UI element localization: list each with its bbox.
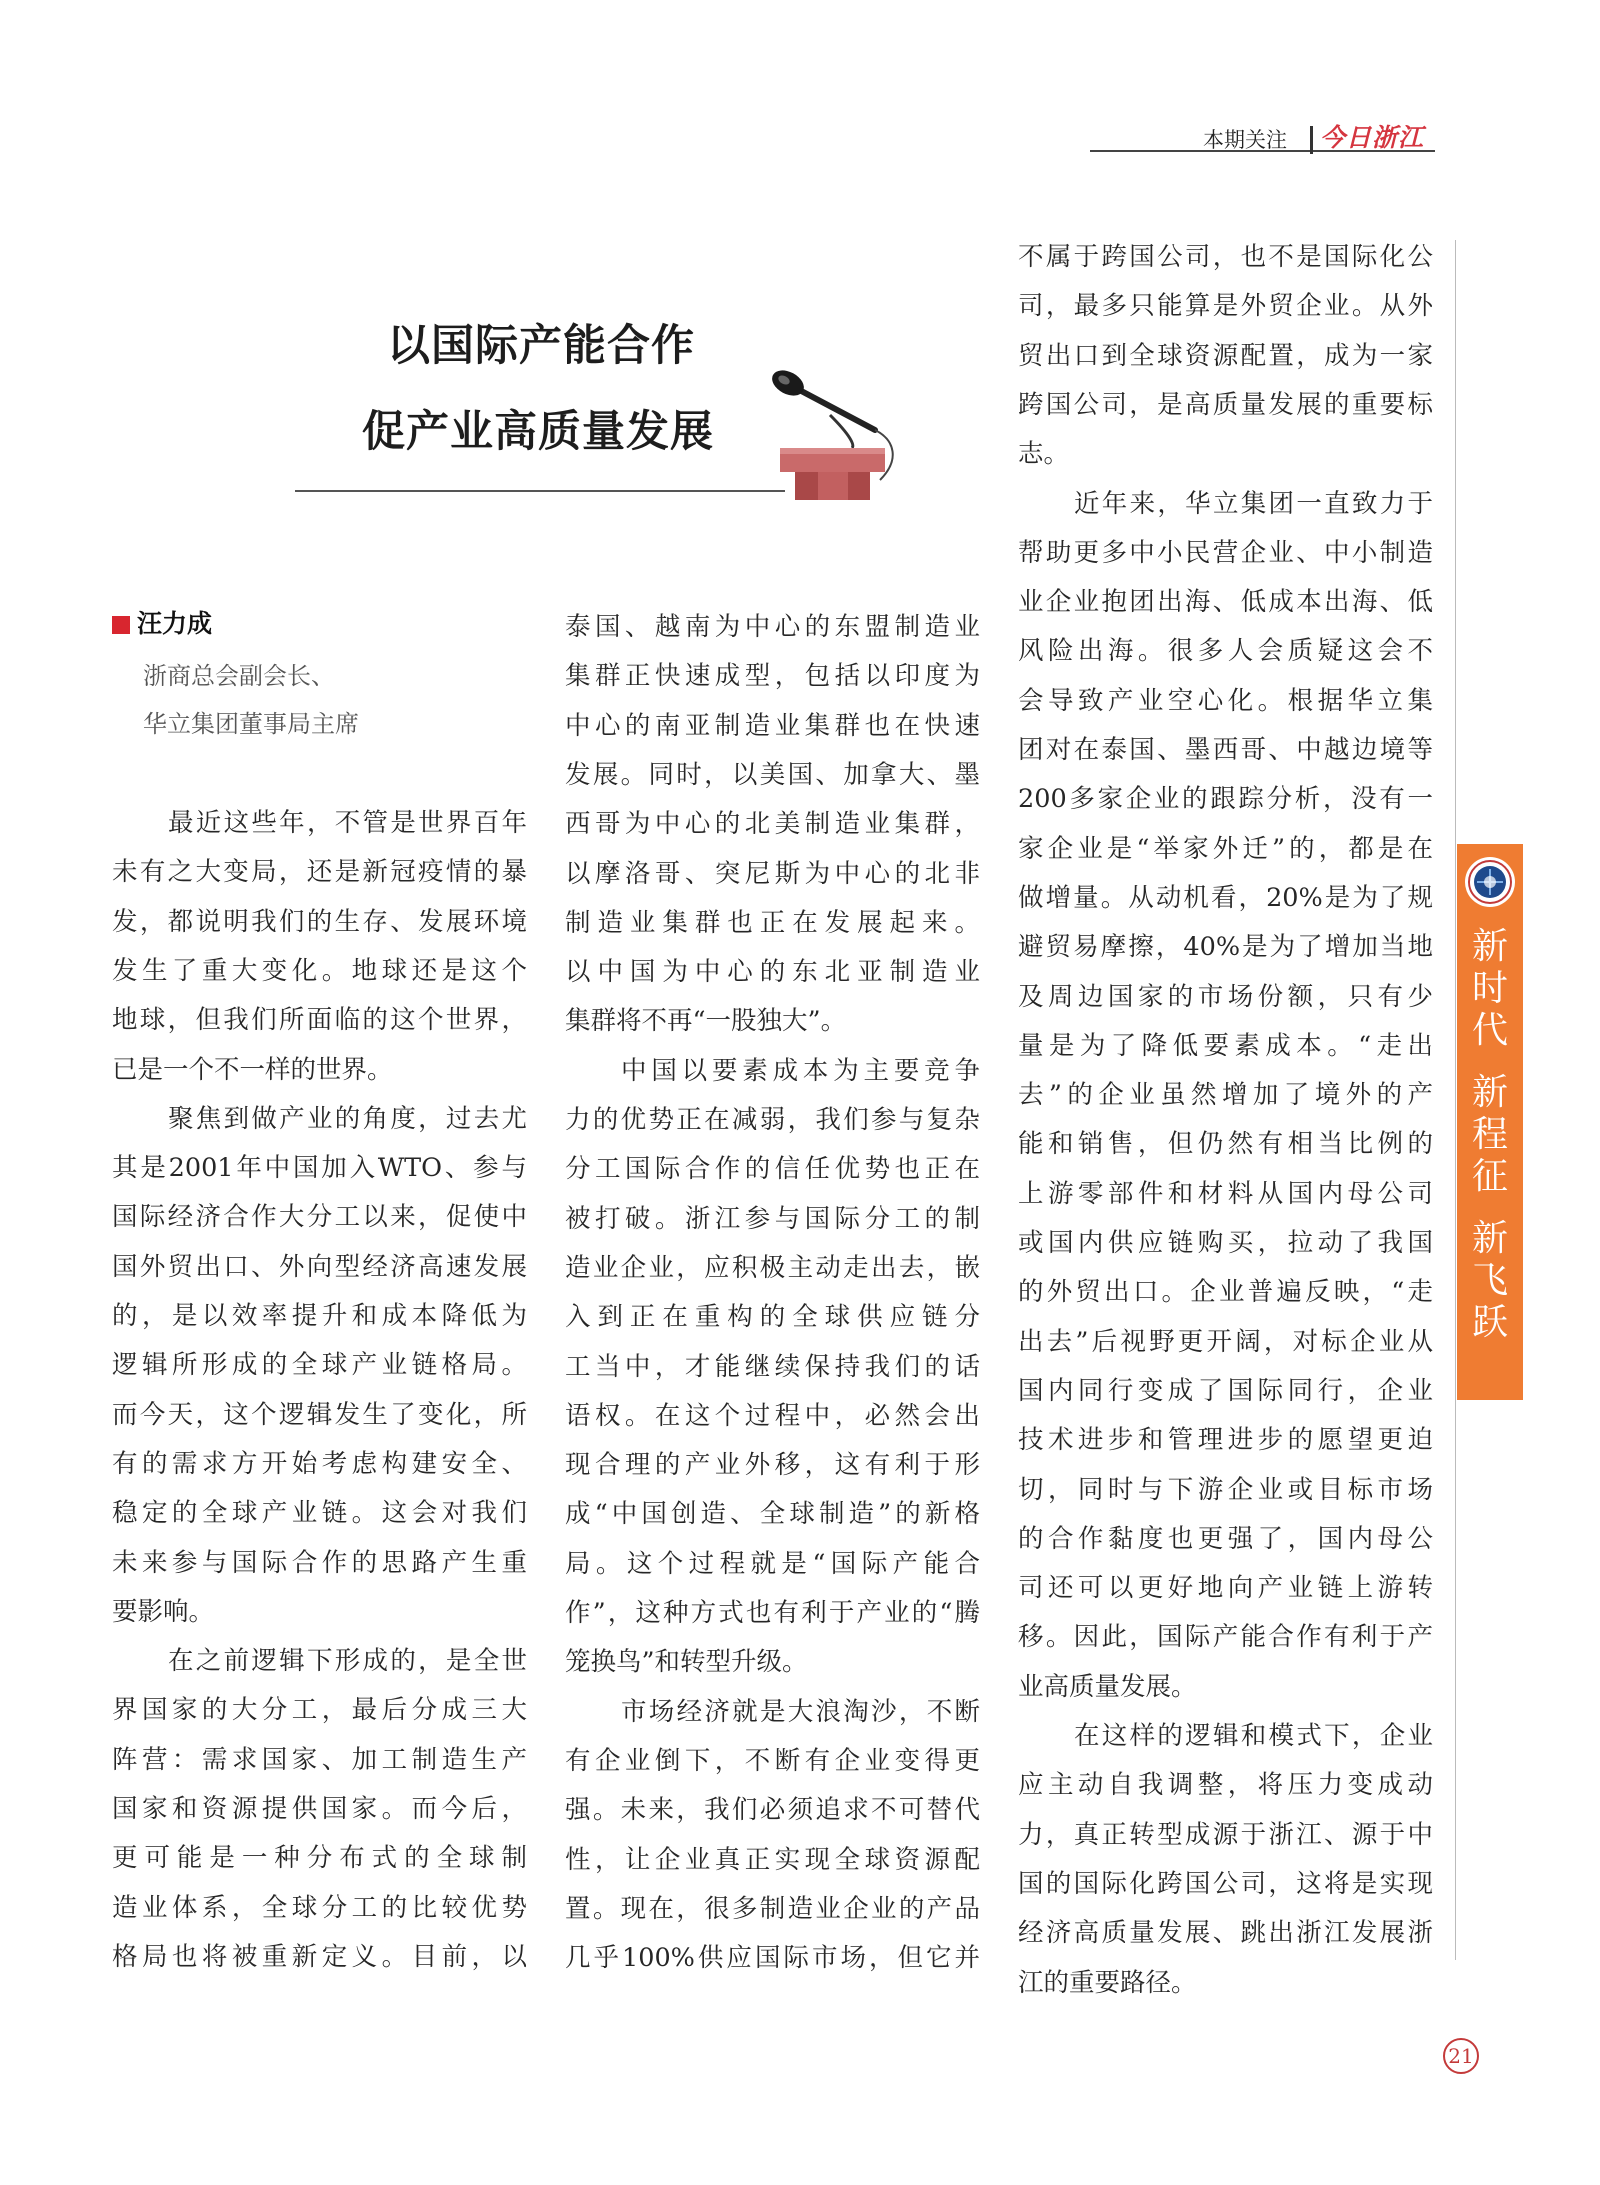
text-line: 避贸易摩擦，40%是为了增加当地 xyxy=(1018,932,1433,963)
text-line: 或国内供应链购买，拉动了我国 xyxy=(1018,1228,1433,1258)
text-line: 有的需求方开始考虑构建安全、 xyxy=(112,1448,527,1479)
text-line: 江的重要路径。 xyxy=(1018,1967,1197,1998)
text-line: 团对在泰国、墨西哥、中越边境等 xyxy=(1018,735,1433,765)
text-line: 风险出海。很多人会质疑这会不 xyxy=(1018,636,1433,667)
text-line: 家企业是“举家外迁”的，都是在 xyxy=(1018,833,1433,864)
text-line: 跨国公司，是高质量发展的重要标 xyxy=(1018,389,1433,420)
text-line: 入到正在重构的全球供应链分 xyxy=(565,1302,980,1333)
text-line: 的外贸出口。企业普遍反映，“走 xyxy=(1018,1277,1433,1308)
text-line: 成“中国创造、全球制造”的新格 xyxy=(565,1499,980,1530)
text-line: 格局也将被重新定义。目前，以 xyxy=(112,1941,527,1972)
text-line: 的合作黏度也更强了，国内母公 xyxy=(1018,1523,1433,1554)
text-line: 国家和资源提供国家。而今后， xyxy=(112,1794,527,1824)
title-underline xyxy=(295,490,785,492)
text-line: 的，是以效率提升和成本降低为 xyxy=(112,1301,527,1331)
text-line: 近年来，华立集团一直致力于 xyxy=(1074,488,1433,519)
text-line: 应主动自我调整，将压力变成动 xyxy=(1018,1770,1433,1801)
author-role-line-2: 华立集团董事局主席 xyxy=(143,710,359,738)
microphone-podium-icon xyxy=(760,370,920,500)
text-line: 工当中，才能继续保持我们的话 xyxy=(565,1351,980,1382)
text-line: 集群将不再“一股独大”。 xyxy=(565,1006,847,1037)
text-line: 发，都说明我们的生存、发展环境 xyxy=(112,906,527,937)
side-tab-char: 新 xyxy=(1471,1072,1508,1113)
article-title-line-1: 以国际产能合作 xyxy=(387,321,695,371)
author-name: 汪力成 xyxy=(137,609,213,638)
side-tab-char: 代 xyxy=(1471,1010,1508,1051)
side-tab-char: 跃 xyxy=(1471,1302,1508,1343)
side-tab-char: 征 xyxy=(1471,1156,1508,1197)
text-line: 以中国为中心的东北亚制造业 xyxy=(565,957,980,988)
text-line: 造业企业，应积极主动走出去，嵌 xyxy=(565,1252,980,1283)
text-line: 及周边国家的市场份额，只有少 xyxy=(1018,981,1433,1012)
text-line: 其是2001年中国加入WTO、参与 xyxy=(112,1153,527,1184)
text-line: 造业体系，全球分工的比较优势 xyxy=(112,1892,527,1923)
text-line: 司还可以更好地向产业链上游转 xyxy=(1018,1573,1433,1604)
text-line: 语权。在这个过程中，必然会出 xyxy=(565,1400,980,1431)
side-tab-char: 飞 xyxy=(1471,1260,1508,1301)
text-line: 局。这个过程就是“国际产能合 xyxy=(565,1548,980,1579)
text-line: 中心的南亚制造业集群也在快速 xyxy=(565,710,980,741)
header-section-label: 本期关注 xyxy=(1203,128,1287,152)
text-line: 作”，这种方式也有利于产业的“腾 xyxy=(565,1598,980,1628)
text-line: 业企业抱团出海、低成本出海、低 xyxy=(1018,587,1433,618)
article-title-line-2: 促产业高质量发展 xyxy=(362,407,714,457)
text-line: 志。 xyxy=(1018,439,1070,470)
text-line: 国外贸出口、外向型经济高速发展 xyxy=(112,1251,527,1282)
side-tab-char: 程 xyxy=(1471,1114,1508,1155)
text-line: 强。未来，我们必须追求不可替代 xyxy=(565,1795,980,1826)
author-role-line-1: 浙商总会副会长、 xyxy=(143,662,335,690)
text-line: 帮助更多中小民营企业、中小制造 xyxy=(1018,537,1433,568)
text-line: 未来参与国际合作的思路产生重 xyxy=(112,1547,527,1578)
red-square-icon xyxy=(112,616,130,634)
text-line: 逻辑所形成的全球产业链格局。 xyxy=(112,1350,527,1381)
text-line: 能和销售，但仍然有相当比例的 xyxy=(1018,1129,1433,1160)
text-line: 国的国际化跨国公司，这将是实现 xyxy=(1018,1868,1433,1899)
text-line: 而今天，这个逻辑发生了变化，所 xyxy=(112,1399,527,1430)
text-line: 出去”后视野更开阔，对标企业从 xyxy=(1018,1326,1433,1357)
column-rule-right xyxy=(1455,240,1456,1960)
text-line: 中国以要素成本为主要竞争 xyxy=(621,1055,980,1086)
text-line: 上游零部件和材料从国内母公司 xyxy=(1018,1178,1433,1209)
text-line: 国际经济合作大分工以来，促使中 xyxy=(112,1202,527,1233)
text-line: 力的优势正在减弱，我们参与复杂 xyxy=(565,1105,980,1135)
text-line: 不属于跨国公司，也不是国际化公 xyxy=(1018,242,1433,272)
text-line: 聚焦到做产业的角度，过去尤 xyxy=(168,1103,527,1134)
text-line: 在这样的逻辑和模式下，企业 xyxy=(1074,1721,1433,1751)
text-line: 贸出口到全球资源配置，成为一家 xyxy=(1018,340,1433,371)
text-line: 200多家企业的跟踪分析，没有一 xyxy=(1018,784,1433,815)
text-line: 要影响。 xyxy=(112,1596,215,1627)
text-line: 移。因此，国际产能合作有利于产 xyxy=(1018,1622,1433,1653)
magazine-brand-logo: 今日浙江 xyxy=(1320,123,1425,152)
text-line: 西哥为中心的北美制造业集群， xyxy=(565,809,980,840)
text-line: 界国家的大分工，最后分成三大 xyxy=(112,1695,527,1726)
text-line: 更可能是一种分布式的全球制 xyxy=(112,1843,527,1874)
text-line: 发生了重大变化。地球还是这个 xyxy=(112,955,527,986)
side-tab-char: 新 xyxy=(1471,1218,1508,1259)
text-line: 性，让企业真正实现全球资源配 xyxy=(565,1844,980,1875)
text-line: 做增量。从动机看，20%是为了规 xyxy=(1018,882,1433,913)
text-line: 地球，但我们所面临的这个世界， xyxy=(112,1005,527,1036)
text-line: 在之前逻辑下形成的，是全世 xyxy=(168,1646,527,1677)
text-line: 分工国际合作的信任优势也正在 xyxy=(565,1154,980,1185)
text-line: 未有之大变局，还是新冠疫情的暴 xyxy=(112,857,527,888)
text-line: 集群正快速成型，包括以印度为 xyxy=(565,661,980,692)
text-line: 切，同时与下游企业或目标市场 xyxy=(1018,1474,1433,1505)
text-line: 最近这些年，不管是世界百年 xyxy=(168,808,527,838)
text-line: 几乎100%供应国际市场，但它并 xyxy=(565,1943,980,1974)
text-line: 技术进步和管理进步的愿望更迫 xyxy=(1018,1425,1433,1456)
text-line: 量是为了降低要素成本。“走出 xyxy=(1018,1030,1433,1061)
text-line: 司，最多只能算是外贸企业。从外 xyxy=(1018,291,1433,322)
text-line: 笼换鸟”和转型升级。 xyxy=(565,1647,808,1678)
page-number: 21 xyxy=(1443,2038,1479,2074)
side-tab-char: 新 xyxy=(1471,926,1508,967)
text-line: 阵营：需求国家、加工制造生产 xyxy=(112,1744,527,1775)
text-line: 有企业倒下，不断有企业变得更 xyxy=(565,1745,980,1776)
text-line: 市场经济就是大浪淘沙，不断 xyxy=(621,1696,980,1727)
text-line: 国内同行变成了国际同行，企业 xyxy=(1018,1375,1433,1406)
text-line: 经济高质量发展、跳出浙江发展浙 xyxy=(1018,1918,1433,1949)
text-line: 已是一个不一样的世界。 xyxy=(112,1054,393,1085)
text-line: 稳定的全球产业链。这会对我们 xyxy=(112,1498,527,1529)
text-line: 置。现在，很多制造业企业的产品 xyxy=(565,1893,980,1924)
section-side-tab xyxy=(1457,844,1523,1400)
text-line: 业高质量发展。 xyxy=(1018,1671,1197,1702)
text-line: 被打破。浙江参与国际分工的制 xyxy=(565,1203,980,1234)
side-tab-char: 时 xyxy=(1471,968,1508,1009)
text-line: 去”的企业虽然增加了境外的产 xyxy=(1018,1080,1433,1111)
text-line: 泰国、越南为中心的东盟制造业 xyxy=(565,612,980,642)
header-divider xyxy=(1310,126,1313,154)
text-line: 现合理的产业外移，这有利于形 xyxy=(565,1450,980,1481)
text-line: 发展。同时，以美国、加拿大、墨 xyxy=(565,759,980,790)
text-line: 会导致产业空心化。根据华立集 xyxy=(1018,685,1433,716)
round-emblem-icon xyxy=(1465,857,1515,907)
text-line: 制造业集群也正在发展起来。 xyxy=(565,907,980,938)
text-line: 力，真正转型成源于浙江、源于中 xyxy=(1018,1819,1433,1850)
text-line: 以摩洛哥、突尼斯为中心的北非 xyxy=(565,858,980,889)
